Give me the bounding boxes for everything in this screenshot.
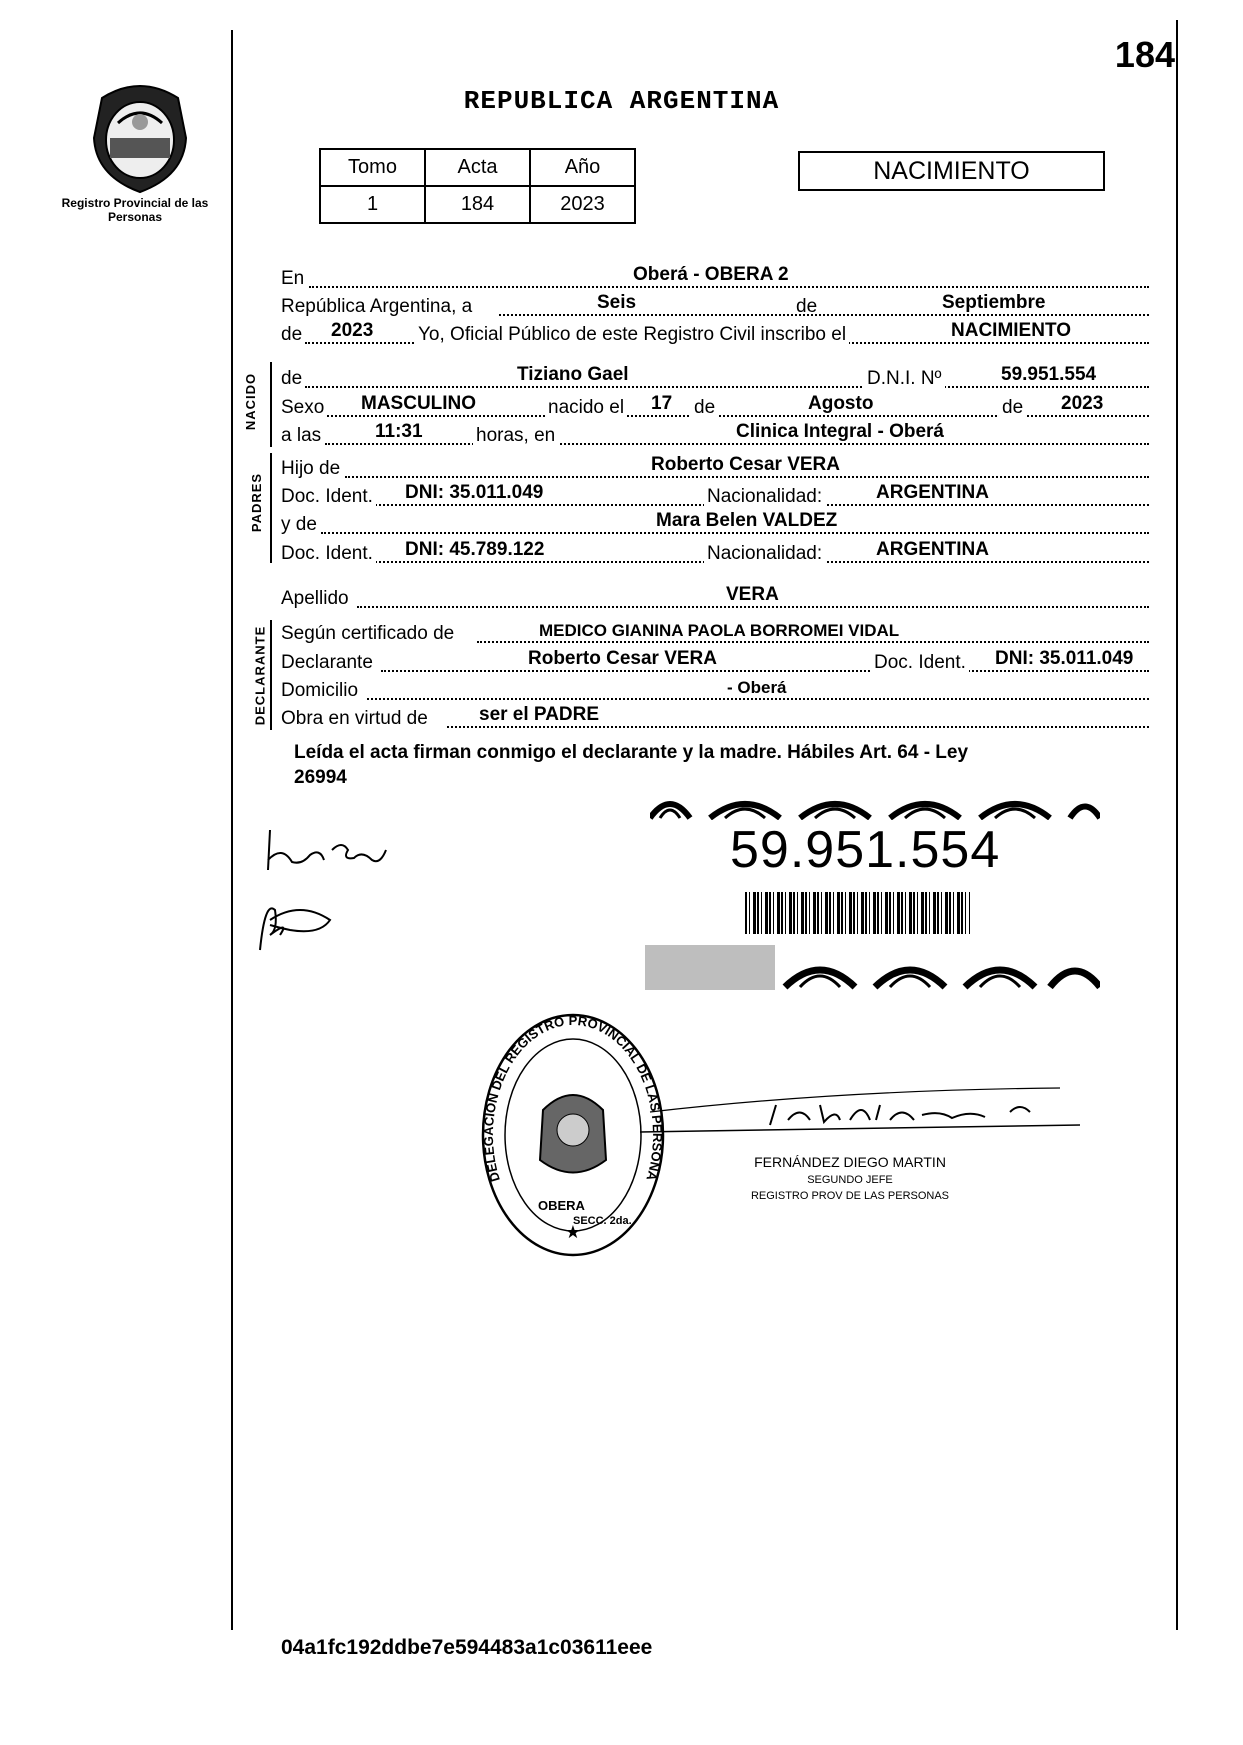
value-mes-inscripcion: Septiembre bbox=[942, 292, 1046, 313]
value-mes-nac: Agosto bbox=[808, 393, 874, 414]
value-lugar-nac: Clinica Integral - Oberá bbox=[736, 421, 944, 442]
row-padre-doc bbox=[281, 480, 1151, 510]
label-nac-madre: Nacionalidad: bbox=[704, 543, 825, 565]
value-anio: 2023 bbox=[530, 186, 635, 223]
value-apellido: VERA bbox=[726, 584, 779, 605]
value-acta: 184 bbox=[425, 186, 530, 223]
value-padre-doc: DNI: 35.011.049 bbox=[405, 482, 544, 503]
seal-ring-text: DELEGACION DEL REGISTRO PROVINCIAL DE LAS PERSONA bbox=[480, 1012, 666, 1184]
signatory-role: SEGUNDO JEFE bbox=[807, 1174, 893, 1186]
value-tomo: 1 bbox=[320, 186, 425, 223]
label-y-de: y de bbox=[281, 514, 320, 536]
label-apellido: Apellido bbox=[281, 588, 352, 610]
label-segun: Según certificado de bbox=[281, 623, 457, 645]
label-doc-declarante: Doc. Ident. bbox=[871, 652, 969, 674]
row-apellido bbox=[281, 582, 1151, 612]
stamp-pattern-top bbox=[650, 790, 1100, 820]
signatory-office: REGISTRO PROV DE LAS PERSONAS bbox=[750, 1190, 950, 1202]
seal-section: SECC. 2da. bbox=[573, 1215, 632, 1227]
label-padres: PADRES bbox=[249, 472, 265, 533]
value-certificado: MEDICO GIANINA PAOLA BORROMEI VIDAL bbox=[539, 621, 900, 640]
value-dia-nac: 17 bbox=[651, 393, 673, 414]
value-dni: 59.951.554 bbox=[1001, 364, 1097, 385]
svg-text:★: ★ bbox=[564, 1222, 582, 1243]
label-yo: Yo, Oficial Público de este Registro Civil inscribo el bbox=[415, 324, 849, 346]
closing-line-2: 26994 bbox=[294, 767, 347, 788]
label-a-las: a las bbox=[281, 425, 324, 447]
header-anio: Año bbox=[530, 149, 635, 186]
value-madre-doc: DNI: 45.789.122 bbox=[405, 539, 545, 560]
value-sexo: MASCULINO bbox=[361, 393, 477, 414]
value-dia-inscripcion: Seis bbox=[597, 292, 637, 313]
registry-label: Registro Provincial de las Personas bbox=[61, 196, 209, 224]
label-domicilio: Domicilio bbox=[281, 680, 361, 702]
declarante-bracket bbox=[270, 620, 272, 730]
label-de-nombre: de bbox=[281, 368, 305, 390]
row-sexo bbox=[281, 391, 1151, 421]
dni-stamp-number: 59.951.554 bbox=[730, 821, 1001, 879]
value-obra: ser el PADRE bbox=[479, 704, 600, 725]
value-padre: Roberto Cesar VERA bbox=[651, 454, 840, 475]
value-anio-nac: 2023 bbox=[1061, 393, 1104, 414]
page-title: REPUBLICA ARGENTINA bbox=[463, 86, 780, 116]
row-hora bbox=[281, 419, 1151, 449]
value-lugar: Oberá - OBERA 2 bbox=[633, 264, 789, 285]
row-madre-doc bbox=[281, 537, 1151, 567]
label-nacido: NACIDO bbox=[243, 372, 259, 431]
page-number: 184 bbox=[1114, 34, 1175, 75]
row-padre bbox=[281, 452, 1151, 482]
value-declarante: Roberto Cesar VERA bbox=[528, 648, 717, 669]
label-obra: Obra en virtud de bbox=[281, 708, 431, 730]
row-domicilio bbox=[281, 674, 1151, 704]
signature-madre bbox=[250, 890, 340, 960]
label-doc-padre: Doc. Ident. bbox=[281, 486, 376, 508]
label-de-anio: de bbox=[281, 324, 305, 346]
stamp-pattern-bottom bbox=[645, 945, 1100, 990]
row-nombre bbox=[281, 362, 1151, 392]
label-hijo-de: Hijo de bbox=[281, 458, 343, 480]
value-domicilio: - Oberá bbox=[727, 678, 787, 697]
label-nacido-el: nacido el bbox=[545, 397, 627, 419]
right-margin-line bbox=[1176, 20, 1178, 1630]
label-horas-en: horas, en bbox=[473, 425, 558, 447]
label-doc-madre: Doc. Ident. bbox=[281, 543, 376, 565]
signatory-name: FERNÁNDEZ DIEGO MARTIN bbox=[754, 1154, 946, 1170]
row-yo bbox=[281, 318, 1151, 348]
value-madre-nac: ARGENTINA bbox=[876, 539, 989, 560]
row-certificado bbox=[281, 617, 1151, 647]
row-republica bbox=[281, 290, 1151, 320]
record-table bbox=[319, 148, 636, 224]
seal-city: OBERA bbox=[538, 1198, 585, 1213]
label-republica: República Argentina, a bbox=[281, 296, 475, 318]
label-sexo: Sexo bbox=[281, 397, 327, 419]
value-hora: 11:31 bbox=[375, 421, 423, 442]
row-declarante bbox=[281, 646, 1151, 676]
label-declarante: DECLARANTE bbox=[252, 625, 268, 726]
nacido-bracket bbox=[270, 362, 272, 447]
closing-text bbox=[294, 740, 1134, 790]
header-acta: Acta bbox=[425, 149, 530, 186]
label-en: En bbox=[281, 268, 307, 290]
document-hash: 04a1fc192ddbe7e594483a1c03611eee bbox=[281, 1636, 653, 1659]
label-de-anio-nac: de bbox=[999, 397, 1026, 419]
record-type-box: NACIMIENTO bbox=[798, 151, 1105, 191]
label-nac-padre: Nacionalidad: bbox=[704, 486, 825, 508]
value-tipo: NACIMIENTO bbox=[951, 320, 1071, 341]
left-margin-line bbox=[231, 30, 233, 1630]
svg-text:DELEGACION DEL REGISTRO PROVIN bbox=[478, 1010, 665, 1183]
barcode bbox=[745, 892, 970, 934]
label-de-mes-nac: de bbox=[691, 397, 718, 419]
label-dni: D.N.I. Nº bbox=[864, 368, 945, 390]
closing-line-1: Leída el acta firman conmigo el declarante y la madre. Hábiles Art. 64 - Ley bbox=[294, 742, 969, 763]
label-de-mes: de bbox=[796, 296, 818, 317]
value-anio-inscripcion: 2023 bbox=[331, 320, 374, 341]
value-padre-nac: ARGENTINA bbox=[876, 482, 989, 503]
value-nombre: Tiziano Gael bbox=[517, 364, 629, 385]
padres-bracket bbox=[270, 453, 272, 563]
row-obra bbox=[281, 702, 1151, 732]
row-madre bbox=[281, 508, 1151, 538]
value-declarante-doc: DNI: 35.011.049 bbox=[995, 648, 1134, 669]
row-en bbox=[281, 262, 1151, 292]
signature-declarante bbox=[262, 820, 392, 880]
signature-official bbox=[640, 1070, 1100, 1150]
header-tomo: Tomo bbox=[320, 149, 425, 186]
value-madre: Mara Belen VALDEZ bbox=[656, 510, 838, 531]
label-declarante-row: Declarante bbox=[281, 652, 376, 674]
